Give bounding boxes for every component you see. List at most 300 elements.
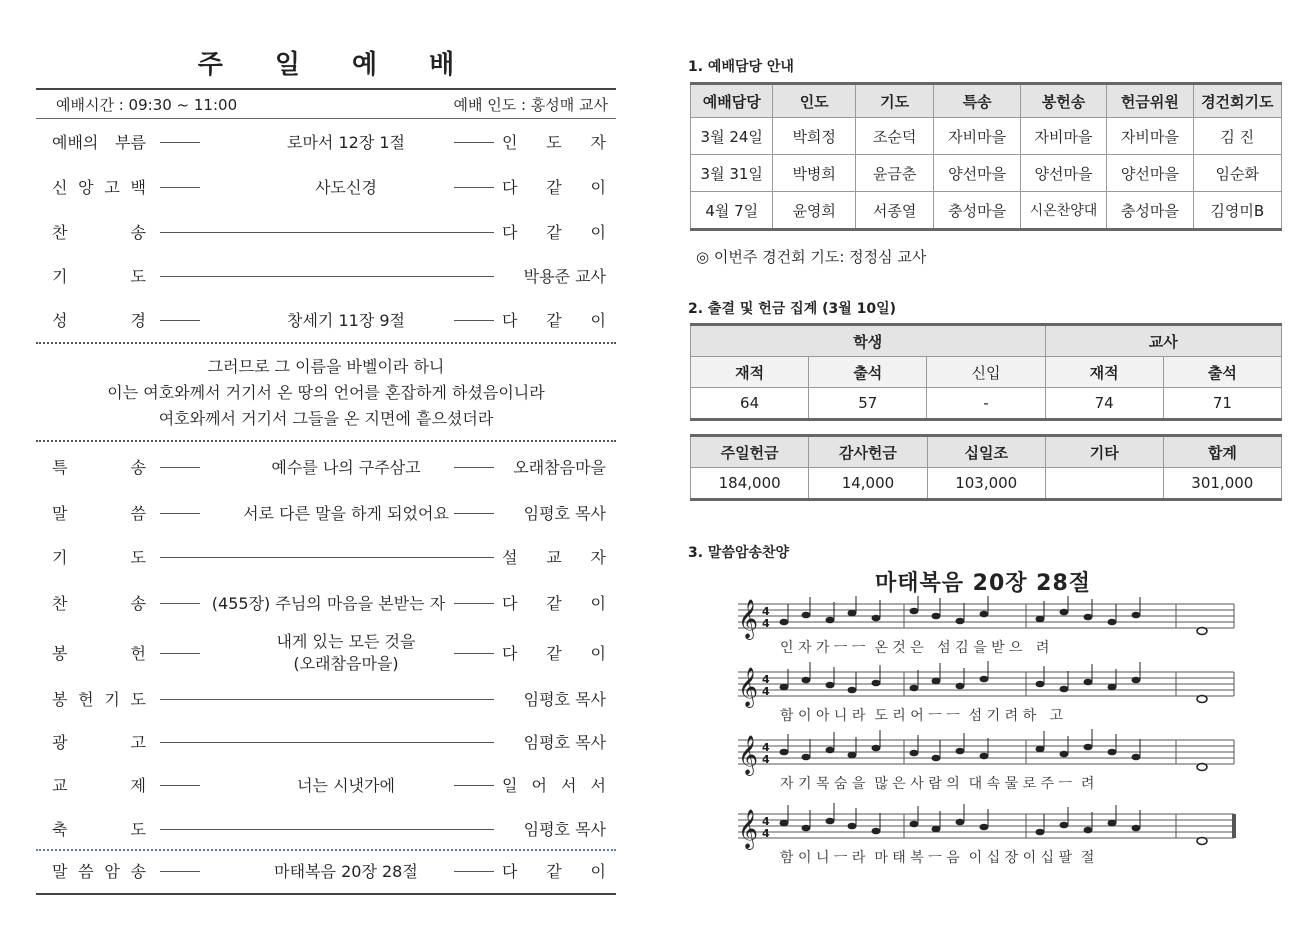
text: 고 [130,733,146,752]
table-header: 예배담당 [691,84,773,118]
section-title-1: 1. 예배담당 안내 [688,59,794,75]
text: 송 [130,594,146,613]
time-signature: 4 [762,827,770,840]
text: 일 [502,776,518,795]
time-signature: 4 [762,741,770,754]
text: 백 [130,178,146,197]
text: 다 [502,178,518,197]
note [872,745,881,752]
table-cell: 자비마을 [1107,118,1193,155]
note [980,824,989,831]
table-cell: 임순화 [1193,155,1281,192]
order-label [52,308,146,332]
note [1060,822,1069,829]
text: 같 [546,223,562,242]
text: 같 [546,862,562,881]
note [848,752,857,759]
note [956,748,965,755]
table-cell: 64 [691,388,809,420]
note [826,747,835,754]
table-header-row [691,84,1282,118]
order-row [36,130,616,154]
table-header: 재적 [1045,357,1163,388]
order-person [502,501,606,524]
note [780,684,789,691]
order-label [52,455,146,479]
leader-line [160,785,200,786]
note [826,617,835,624]
note [1132,612,1141,619]
title-char: 예 [352,50,378,80]
note [910,821,919,828]
note [1132,825,1141,832]
section-title-2: 2. 출결 및 헌금 집계 (3월 10일) [688,301,897,317]
text: 봉 [52,690,68,709]
note [1036,681,1045,688]
note [956,819,965,826]
info-panel [688,0,1288,927]
table-row [691,155,1282,192]
divider [36,88,616,90]
text: 헌 [130,644,146,663]
divider [36,893,616,895]
note [848,687,857,694]
leader-line [160,699,494,700]
page-title [36,44,616,81]
order-row [36,817,616,841]
note [1108,820,1117,827]
section-title-3: 3. 말씀암송찬양 [688,545,790,561]
table-header: 특송 [934,84,1020,118]
note [1060,686,1069,693]
note [802,677,811,684]
whole-note [1197,696,1207,703]
text: 이 [590,311,606,330]
note [826,818,835,825]
table-cell: 충성마을 [1107,192,1193,230]
verse-line: 이는 여호와께서 거기서 온 땅의 언어를 혼잡하게 하셨음이니라 [107,383,545,402]
text: 임평호 목사 [523,733,606,752]
scripture-verse [36,354,616,432]
note [910,685,919,692]
dotted-divider [36,849,616,851]
order-label [52,641,146,665]
leader-line [454,785,494,786]
table-cell: 자비마을 [1020,118,1106,155]
text: 다 [502,594,518,613]
table-cell: 박희정 [773,118,855,155]
sheet-music [734,596,1244,886]
order-content: (오래참음마을) [293,654,399,673]
table-header: 합계 [1163,436,1281,468]
order-person [502,730,606,753]
leader-line [454,603,494,604]
table-row [691,388,1282,420]
text: 도 [130,690,146,709]
attendance-table [690,323,1282,421]
table-row [691,118,1282,155]
order-content: 창세기 11장 9절 [287,311,405,330]
note [1036,746,1045,753]
text: 서 [590,776,606,795]
text: 특 [52,458,68,477]
time-signature: 4 [762,673,770,686]
order-person [502,687,606,710]
note [1060,751,1069,758]
leader-line [454,187,494,188]
note [872,615,881,622]
order-label [52,859,146,883]
table-header-row [691,436,1282,468]
order-label [52,730,146,754]
leader-line [160,320,200,321]
table-header: 신입 [927,357,1045,388]
table-cell: 김 진 [1193,118,1281,155]
text: 이 [590,862,606,881]
text: 도 [130,820,146,839]
order-label [52,130,146,154]
leader-line [454,871,494,872]
table-header: 학생 [691,325,1046,357]
table-header: 봉헌송 [1020,84,1106,118]
text: 같 [546,644,562,663]
text: 같 [546,311,562,330]
prayer-note: ◎ 이번주 경건회 기도: 정정심 교사 [696,248,927,266]
note [1084,679,1093,686]
text: 앙 [78,178,94,197]
order-content: 내게 있는 모든 것을 [276,632,416,651]
note [1036,829,1045,836]
order-row [36,687,616,711]
order-person [502,641,606,664]
note [1108,684,1117,691]
order-row [36,455,616,479]
text: 이 [590,594,606,613]
time-signature: 4 [762,753,770,766]
table-header-row [691,357,1282,388]
text: 이 [590,178,606,197]
note [910,608,919,615]
text: 송 [130,458,146,477]
worship-leader: 예배 인도 : 홍성매 교사 [453,96,608,114]
whole-note [1197,764,1207,771]
order-person [502,545,606,568]
order-label [52,501,146,525]
text: 자 [590,548,606,567]
note [980,676,989,683]
table-cell: 양선마을 [1107,155,1193,192]
table-header: 감사헌금 [809,436,927,468]
order-row [36,501,616,525]
note [848,823,857,830]
table-header: 십일조 [927,436,1045,468]
table-cell: 103,000 [927,468,1045,500]
table-cell: 윤금춘 [855,155,933,192]
table-row [691,468,1282,500]
table-cell: 양선마을 [1020,155,1106,192]
table-header: 주일헌금 [691,436,809,468]
text: 암 [104,862,120,881]
text: 다 [502,862,518,881]
table-header: 경건회기도 [1193,84,1281,118]
order-person [502,220,606,243]
note [980,611,989,618]
note [848,610,857,617]
staff [738,729,1234,792]
note [1084,827,1093,834]
text: 어 [531,776,547,795]
note [1084,614,1093,621]
text: 경 [130,311,146,330]
text: 도 [130,548,146,567]
leader-line [160,513,200,514]
dotted-divider [36,342,616,344]
lyric-line: 함 이 니 ㅡ 라 마 태 복 ㅡ 음 이 십 장 이 십 팔 절 [780,850,1095,866]
text: 같 [546,594,562,613]
note [932,755,941,762]
text: 교 [52,776,68,795]
leader-line [160,276,494,277]
note [872,828,881,835]
order-row [36,545,616,569]
order-label [52,175,146,199]
leader-line [160,742,494,743]
order-row [36,730,616,754]
order-row [36,220,616,244]
time-signature: 4 [762,617,770,630]
table-cell: 윤영희 [773,192,855,230]
note [1108,749,1117,756]
text: 헌 [78,690,94,709]
table-header: 기도 [855,84,933,118]
note [1132,677,1141,684]
note [780,749,789,756]
staff [738,596,1234,656]
staff [738,803,1234,866]
note [780,820,789,827]
note [980,753,989,760]
title-char: 일 [274,50,300,80]
leader-line [160,467,200,468]
table-row [691,192,1282,230]
text: 박용준 교사 [523,267,606,286]
text: 송 [130,862,146,881]
order-label [52,817,146,841]
treble-clef-icon: 𝄞 [738,599,759,639]
order-label [52,591,146,615]
order-label [52,220,146,244]
text: 성 [52,311,68,330]
note [910,750,919,757]
text: 다 [502,223,518,242]
lyric-line: 함 이 아 니 라 도 리 어 ㅡ ㅡ 섬 기 려 하 고 [780,708,1063,724]
table-cell: 74 [1045,388,1163,420]
text: 축 [52,820,68,839]
dotted-divider [36,440,616,442]
text: 씀 [78,862,94,881]
leader-line [160,653,200,654]
table-header: 헌금위원 [1107,84,1193,118]
order-content: 사도신경 [315,178,377,197]
note [802,612,811,619]
order-row [36,308,616,332]
score-title: 마태복음 20장 28절 [874,571,1092,596]
whole-note [1197,628,1207,635]
text: 다 [502,644,518,663]
table-cell: 57 [809,388,927,420]
treble-clef-icon: 𝄞 [738,735,759,775]
order-person [502,859,606,882]
text: 부름 [115,133,146,152]
order-content: 서로 다른 말을 하게 되었어요 [243,504,449,523]
text: 기 [52,548,68,567]
order-person [502,264,606,287]
table-cell [1045,468,1163,500]
text: 광 [52,733,68,752]
table-cell: 14,000 [809,468,927,500]
whole-note [1197,838,1207,845]
staff [738,661,1234,724]
leader-line [454,467,494,468]
order-person [502,308,606,331]
order-label [52,264,146,288]
note [802,825,811,832]
leader-line [454,320,494,321]
table-cell: - [927,388,1045,420]
leader-line [454,513,494,514]
title-char: 배 [429,50,455,80]
note [780,619,789,626]
text: 도 [130,267,146,286]
verse-line: 여호와께서 거기서 그들을 온 지면에 흩으셨더라 [158,409,494,428]
order-content: 너는 시냇가에 [297,776,395,795]
order-of-worship [36,0,616,927]
note [1084,744,1093,751]
text: 서 [561,776,577,795]
table-cell: 박병희 [773,155,855,192]
order-row [36,175,616,199]
table-header: 기타 [1045,436,1163,468]
table-cell: 184,000 [691,468,809,500]
leader-line [454,142,494,143]
note [1036,616,1045,623]
order-label [52,545,146,569]
leader-line [160,142,200,143]
treble-clef-icon: 𝄞 [738,809,759,849]
note [1132,754,1141,761]
text: 제 [130,776,146,795]
lyric-line: 인 자 가 ㅡ ㅡ 온 것 은 섬 김 을 받 으 려 [780,640,1050,656]
text: 임평호 목사 [523,504,606,523]
leader-line [160,603,200,604]
text: 교 [546,548,562,567]
note [1108,619,1117,626]
text: 같 [546,178,562,197]
time-signature: 4 [762,685,770,698]
table-group-row [691,325,1282,357]
order-row [36,591,616,615]
text: 찬 [52,594,68,613]
order-row [36,632,616,673]
time-signature: 4 [762,815,770,828]
note [932,678,941,685]
note [956,683,965,690]
order-person [502,817,606,840]
order-person [502,175,606,198]
divider [36,118,616,119]
table-header: 교사 [1045,325,1281,357]
text: 송 [130,223,146,242]
order-person [502,773,606,796]
order-content [211,631,481,675]
order-label [52,773,146,797]
offering-table [690,434,1282,501]
order-content: (455장) 주님의 마음을 본받는 자 [211,594,446,613]
note [932,826,941,833]
table-cell: 양선마을 [934,155,1020,192]
text: 다 [502,311,518,330]
order-content: 예수를 나의 구주삼고 [271,458,421,477]
table-header: 인도 [773,84,855,118]
leader-line [160,557,494,558]
order-person [502,130,606,153]
note [826,682,835,689]
order-row [36,264,616,288]
worship-duty-table [690,82,1282,231]
leader-line [160,232,494,233]
note [872,680,881,687]
text: 기 [52,267,68,286]
order-content: 마태복음 20장 28절 [274,862,418,881]
table-cell: 조순덕 [855,118,933,155]
order-row [36,859,616,883]
order-person [502,455,606,478]
lyric-line: 자 기 목 숨 을 많 은 사 람 의 대 속 물 로 주 ㅡ 려 [780,776,1095,792]
table-cell: 시온찬양대 [1020,192,1106,230]
note [802,754,811,761]
text: 예배의 [52,133,99,152]
text: 찬 [52,223,68,242]
table-header: 재적 [691,357,809,388]
table-cell: 충성마을 [934,192,1020,230]
worship-time-row [56,94,608,114]
text: 이 [590,223,606,242]
leader-line [160,871,200,872]
order-content: 로마서 12장 1절 [287,133,405,152]
text: 고 [104,178,120,197]
text: 기 [104,690,120,709]
table-header: 출석 [809,357,927,388]
text: 설 [502,548,518,567]
note [956,618,965,625]
table-cell: 3월 31일 [691,155,773,192]
text: 말 [52,504,68,523]
order-row [36,773,616,797]
text: 신 [52,178,68,197]
text: 도 [546,133,562,152]
title-char: 주 [197,50,223,80]
leader-line [160,829,494,830]
text: 임평호 목사 [523,690,606,709]
text: 이 [590,644,606,663]
text: 말 [52,862,68,881]
table-cell: 301,000 [1163,468,1281,500]
leader-line [160,187,200,188]
table-header: 출석 [1163,357,1281,388]
order-person [502,591,606,614]
text: 오래참음마을 [513,458,606,477]
table-cell: 김영미B [1193,192,1281,230]
